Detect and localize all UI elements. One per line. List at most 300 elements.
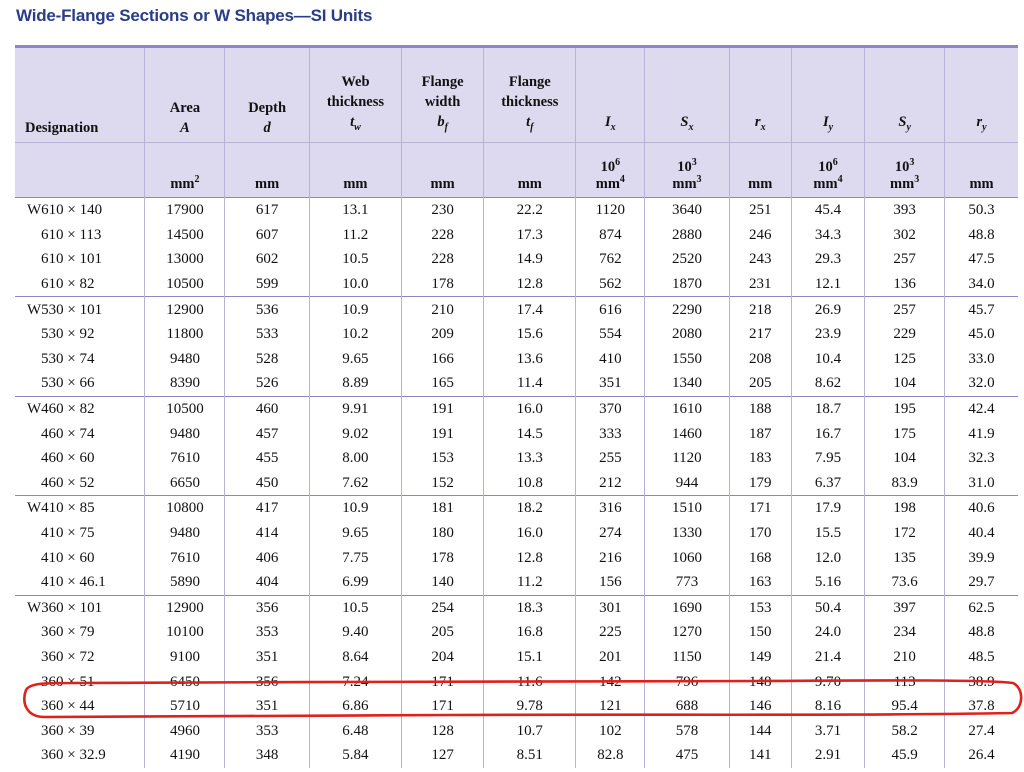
cell-depth: 351 — [225, 645, 309, 670]
cell-iy: 34.3 — [791, 223, 864, 248]
cell-web-thickness: 10.2 — [309, 322, 401, 347]
cell-flange-width: 180 — [402, 521, 484, 546]
cell-flange-thickness: 18.3 — [484, 595, 576, 620]
cell-flange-thickness: 10.8 — [484, 471, 576, 496]
cell-area: 9480 — [145, 347, 225, 372]
cell-area: 6450 — [145, 669, 225, 694]
cell-sx: 1690 — [645, 595, 729, 620]
cell-area: 10800 — [145, 496, 225, 521]
cell-ry: 40.6 — [945, 496, 1018, 521]
cell-ix: 351 — [576, 371, 645, 396]
cell-area: 6650 — [145, 471, 225, 496]
cell-iy: 15.5 — [791, 521, 864, 546]
cell-ry: 50.3 — [945, 198, 1018, 223]
cell-designation: 460 × 52 — [41, 474, 95, 491]
cell-sy: 83.9 — [865, 471, 945, 496]
cell-sy: 45.9 — [865, 743, 945, 768]
table-row — [15, 247, 1018, 272]
cell-ix: 82.8 — [576, 743, 645, 768]
cell-depth: 536 — [225, 297, 309, 322]
cell-sx: 796 — [645, 669, 729, 694]
cell-flange-width: 128 — [402, 718, 484, 743]
cell-ry: 41.9 — [945, 421, 1018, 446]
cell-flange-thickness: 17.3 — [484, 223, 576, 248]
cell-sy: 234 — [865, 620, 945, 645]
cell-flange-width: 171 — [402, 694, 484, 719]
cell-ix: 121 — [576, 694, 645, 719]
cell-ry: 32.0 — [945, 371, 1018, 396]
cell-area: 7610 — [145, 545, 225, 570]
cell-web-thickness: 6.48 — [309, 718, 401, 743]
cell-area: 9480 — [145, 521, 225, 546]
cell-rx: 141 — [729, 743, 791, 768]
cell-iy: 3.71 — [791, 718, 864, 743]
cell-flange-thickness: 9.78 — [484, 694, 576, 719]
cell-web-thickness: 11.2 — [309, 223, 401, 248]
table-row — [15, 421, 1018, 446]
cell-rx: 205 — [729, 371, 791, 396]
cell-rx: 231 — [729, 272, 791, 297]
header-ry: $r_y$ — [945, 47, 1018, 143]
cell-designation: 360 × 39 — [41, 722, 95, 739]
unit-ix: $10^6$ $mm^4$ — [576, 143, 645, 198]
cell-ix: 370 — [576, 396, 645, 421]
cell-flange-thickness: 14.5 — [484, 421, 576, 446]
cell-flange-width: 191 — [402, 396, 484, 421]
cell-flange-thickness: 13.3 — [484, 446, 576, 471]
header-web-thickness: Web thickness $t_w$ — [309, 47, 401, 143]
table-row — [15, 297, 1018, 322]
cell-sy: 397 — [865, 595, 945, 620]
cell-depth: 450 — [225, 471, 309, 496]
header-sy: $S_y$ — [865, 47, 945, 143]
cell-iy: 9.70 — [791, 669, 864, 694]
cell-flange-thickness: 12.8 — [484, 545, 576, 570]
cell-sx: 1060 — [645, 545, 729, 570]
cell-area: 13000 — [145, 247, 225, 272]
cell-designation: W530 × 101 — [15, 297, 145, 322]
cell-ix: 562 — [576, 272, 645, 297]
cell-sx: 1150 — [645, 645, 729, 670]
cell-flange-thickness: 10.7 — [484, 718, 576, 743]
cell-designation: W610 × 140 — [15, 198, 145, 223]
cell-depth: 607 — [225, 223, 309, 248]
cell-rx: 149 — [729, 645, 791, 670]
cell-depth: 356 — [225, 595, 309, 620]
table-row — [15, 198, 1018, 223]
cell-designation: 360 × 79 — [41, 624, 95, 641]
table-row — [15, 371, 1018, 396]
cell-web-thickness: 9.40 — [309, 620, 401, 645]
cell-flange-thickness: 11.4 — [484, 371, 576, 396]
cell-flange-thickness: 16.0 — [484, 521, 576, 546]
table-row — [15, 272, 1018, 297]
table-row — [15, 545, 1018, 570]
cell-depth: 528 — [225, 347, 309, 372]
cell-sx: 2290 — [645, 297, 729, 322]
header-area: Area A — [145, 47, 225, 143]
cell-rx: 179 — [729, 471, 791, 496]
cell-rx: 144 — [729, 718, 791, 743]
cell-iy: 2.91 — [791, 743, 864, 768]
cell-designation: 530 × 74 — [41, 350, 95, 367]
cell-depth: 404 — [225, 570, 309, 595]
cell-flange-width: 152 — [402, 471, 484, 496]
cell-sx: 1460 — [645, 421, 729, 446]
cell-designation: 410 × 60 — [41, 549, 95, 566]
cell-web-thickness: 10.9 — [309, 297, 401, 322]
table-row — [15, 347, 1018, 372]
cell-flange-width: 127 — [402, 743, 484, 768]
cell-ry: 31.0 — [945, 471, 1018, 496]
cell-flange-width: 166 — [402, 347, 484, 372]
cell-depth: 353 — [225, 718, 309, 743]
cell-depth: 457 — [225, 421, 309, 446]
cell-area: 5710 — [145, 694, 225, 719]
cell-depth: 602 — [225, 247, 309, 272]
cell-flange-width: 254 — [402, 595, 484, 620]
cell-iy: 50.4 — [791, 595, 864, 620]
cell-designation: W460 × 82 — [15, 396, 145, 421]
cell-ry: 26.4 — [945, 743, 1018, 768]
cell-web-thickness: 7.75 — [309, 545, 401, 570]
table-body — [15, 198, 1018, 768]
table-row — [15, 396, 1018, 421]
table-row — [15, 718, 1018, 743]
table-row — [15, 496, 1018, 521]
cell-iy: 8.16 — [791, 694, 864, 719]
cell-depth: 417 — [225, 496, 309, 521]
cell-area: 11800 — [145, 322, 225, 347]
cell-ix: 410 — [576, 347, 645, 372]
cell-ry: 37.8 — [945, 694, 1018, 719]
cell-area: 4190 — [145, 743, 225, 768]
unit-designation — [15, 143, 145, 198]
cell-ry: 48.8 — [945, 620, 1018, 645]
cell-flange-thickness: 15.1 — [484, 645, 576, 670]
cell-depth: 353 — [225, 620, 309, 645]
table-row — [15, 223, 1018, 248]
header-depth: Depth d — [225, 47, 309, 143]
cell-sx: 2080 — [645, 322, 729, 347]
cell-iy: 8.62 — [791, 371, 864, 396]
cell-flange-width: 178 — [402, 545, 484, 570]
cell-ry: 34.0 — [945, 272, 1018, 297]
cell-sx: 1120 — [645, 446, 729, 471]
cell-flange-thickness: 15.6 — [484, 322, 576, 347]
cell-sy: 229 — [865, 322, 945, 347]
cell-area: 12900 — [145, 297, 225, 322]
cell-area: 10100 — [145, 620, 225, 645]
unit-sx: $10^3$ $mm^3$ — [645, 143, 729, 198]
cell-designation: 460 × 74 — [41, 425, 95, 442]
unit-iy: $10^6$ $mm^4$ — [791, 143, 864, 198]
cell-rx: 208 — [729, 347, 791, 372]
cell-rx: 251 — [729, 198, 791, 223]
cell-web-thickness: 9.65 — [309, 521, 401, 546]
cell-sy: 136 — [865, 272, 945, 297]
cell-flange-thickness: 11.2 — [484, 570, 576, 595]
cell-ry: 32.3 — [945, 446, 1018, 471]
cell-ry: 48.8 — [945, 223, 1018, 248]
header-flange-thickness: Flange thickness $t_f$ — [484, 47, 576, 143]
cell-designation: 610 × 82 — [41, 276, 95, 293]
cell-web-thickness: 9.02 — [309, 421, 401, 446]
cell-flange-width: 228 — [402, 223, 484, 248]
cell-sx: 1550 — [645, 347, 729, 372]
cell-depth: 599 — [225, 272, 309, 297]
cell-web-thickness: 8.00 — [309, 446, 401, 471]
cell-sy: 95.4 — [865, 694, 945, 719]
cell-depth: 356 — [225, 669, 309, 694]
cell-ix: 102 — [576, 718, 645, 743]
unit-flange-width: mm — [402, 143, 484, 198]
cell-flange-width: 165 — [402, 371, 484, 396]
cell-designation: 360 × 44 — [41, 698, 95, 715]
cell-designation: 610 × 113 — [41, 226, 102, 243]
cell-sy: 175 — [865, 421, 945, 446]
cell-ix: 333 — [576, 421, 645, 446]
cell-flange-width: 140 — [402, 570, 484, 595]
cell-flange-thickness: 13.6 — [484, 347, 576, 372]
cell-flange-thickness: 16.0 — [484, 396, 576, 421]
header-flange-width: Flange width $b_f$ — [402, 47, 484, 143]
cell-flange-width: 204 — [402, 645, 484, 670]
table-row — [15, 595, 1018, 620]
table-row-highlighted — [15, 694, 1018, 719]
unit-rx: mm — [729, 143, 791, 198]
header-sx: $S_x$ — [645, 47, 729, 143]
cell-web-thickness: 10.0 — [309, 272, 401, 297]
cell-rx: 153 — [729, 595, 791, 620]
cell-depth: 406 — [225, 545, 309, 570]
cell-sy: 125 — [865, 347, 945, 372]
cell-area: 10500 — [145, 396, 225, 421]
cell-iy: 21.4 — [791, 645, 864, 670]
cell-ix: 316 — [576, 496, 645, 521]
cell-sy: 104 — [865, 371, 945, 396]
cell-designation: W360 × 101 — [15, 595, 145, 620]
cell-area: 7610 — [145, 446, 225, 471]
cell-ry: 42.4 — [945, 396, 1018, 421]
cell-flange-thickness: 12.8 — [484, 272, 576, 297]
cell-ix: 554 — [576, 322, 645, 347]
w-shapes-table — [15, 45, 1018, 768]
cell-sy: 58.2 — [865, 718, 945, 743]
unit-sy: $10^3$ $mm^3$ — [865, 143, 945, 198]
cell-ry: 39.9 — [945, 545, 1018, 570]
unit-area: $mm^2$ — [145, 143, 225, 198]
cell-iy: 24.0 — [791, 620, 864, 645]
cell-ix: 274 — [576, 521, 645, 546]
cell-flange-width: 178 — [402, 272, 484, 297]
cell-iy: 12.1 — [791, 272, 864, 297]
cell-designation: 610 × 101 — [41, 251, 102, 268]
unit-depth: mm — [225, 143, 309, 198]
cell-rx: 150 — [729, 620, 791, 645]
cell-iy: 6.37 — [791, 471, 864, 496]
cell-rx: 246 — [729, 223, 791, 248]
unit-ry: mm — [945, 143, 1018, 198]
page-title: Wide-Flange Sections or W Shapes—SI Units — [16, 6, 373, 25]
cell-ix: 1120 — [576, 198, 645, 223]
cell-flange-thickness: 22.2 — [484, 198, 576, 223]
cell-web-thickness: 9.65 — [309, 347, 401, 372]
cell-depth: 348 — [225, 743, 309, 768]
cell-ix: 762 — [576, 247, 645, 272]
cell-area: 9480 — [145, 421, 225, 446]
cell-designation: 410 × 46.1 — [41, 574, 106, 591]
cell-depth: 414 — [225, 521, 309, 546]
cell-sy: 104 — [865, 446, 945, 471]
cell-sy: 172 — [865, 521, 945, 546]
cell-flange-thickness: 17.4 — [484, 297, 576, 322]
cell-sx: 1270 — [645, 620, 729, 645]
cell-sy: 393 — [865, 198, 945, 223]
cell-ry: 38.9 — [945, 669, 1018, 694]
cell-sx: 2520 — [645, 247, 729, 272]
cell-area: 8390 — [145, 371, 225, 396]
cell-iy: 12.0 — [791, 545, 864, 570]
cell-depth: 617 — [225, 198, 309, 223]
cell-sy: 113 — [865, 669, 945, 694]
cell-designation: W410 × 85 — [15, 496, 145, 521]
cell-sx: 2880 — [645, 223, 729, 248]
cell-rx: 163 — [729, 570, 791, 595]
cell-flange-thickness: 14.9 — [484, 247, 576, 272]
cell-area: 17900 — [145, 198, 225, 223]
cell-web-thickness: 9.91 — [309, 396, 401, 421]
cell-rx: 217 — [729, 322, 791, 347]
cell-web-thickness: 8.64 — [309, 645, 401, 670]
cell-ix: 301 — [576, 595, 645, 620]
cell-depth: 351 — [225, 694, 309, 719]
cell-iy: 23.9 — [791, 322, 864, 347]
cell-rx: 243 — [729, 247, 791, 272]
table-row — [15, 521, 1018, 546]
cell-ry: 45.0 — [945, 322, 1018, 347]
cell-rx: 187 — [729, 421, 791, 446]
cell-iy: 17.9 — [791, 496, 864, 521]
cell-flange-thickness: 18.2 — [484, 496, 576, 521]
cell-iy: 29.3 — [791, 247, 864, 272]
cell-ry: 29.7 — [945, 570, 1018, 595]
cell-sy: 195 — [865, 396, 945, 421]
table-header — [15, 47, 1018, 198]
cell-designation: 360 × 32.9 — [41, 747, 106, 764]
cell-flange-width: 210 — [402, 297, 484, 322]
table-row — [15, 743, 1018, 768]
cell-designation: 460 × 60 — [41, 450, 95, 467]
cell-ix: 874 — [576, 223, 645, 248]
cell-web-thickness: 10.5 — [309, 595, 401, 620]
cell-iy: 10.4 — [791, 347, 864, 372]
table-row — [15, 322, 1018, 347]
cell-sy: 302 — [865, 223, 945, 248]
cell-ry: 33.0 — [945, 347, 1018, 372]
table-row — [15, 570, 1018, 595]
header-rx: $r_x$ — [729, 47, 791, 143]
table-row — [15, 471, 1018, 496]
cell-designation: 530 × 92 — [41, 326, 95, 343]
header-ix: $I_x$ — [576, 47, 645, 143]
cell-sx: 944 — [645, 471, 729, 496]
unit-web-thickness: mm — [309, 143, 401, 198]
cell-depth: 455 — [225, 446, 309, 471]
cell-sx: 1330 — [645, 521, 729, 546]
table-row — [15, 669, 1018, 694]
cell-web-thickness: 10.5 — [309, 247, 401, 272]
cell-sx: 1870 — [645, 272, 729, 297]
cell-ix: 225 — [576, 620, 645, 645]
header-designation: Designation — [25, 120, 99, 136]
cell-sy: 73.6 — [865, 570, 945, 595]
cell-rx: 170 — [729, 521, 791, 546]
cell-web-thickness: 10.9 — [309, 496, 401, 521]
table-row — [15, 446, 1018, 471]
cell-rx: 188 — [729, 396, 791, 421]
cell-rx: 171 — [729, 496, 791, 521]
cell-depth: 460 — [225, 396, 309, 421]
cell-sx: 773 — [645, 570, 729, 595]
cell-sx: 1610 — [645, 396, 729, 421]
cell-rx: 146 — [729, 694, 791, 719]
cell-flange-thickness: 16.8 — [484, 620, 576, 645]
cell-area: 9100 — [145, 645, 225, 670]
cell-ix: 156 — [576, 570, 645, 595]
cell-area: 5890 — [145, 570, 225, 595]
cell-iy: 18.7 — [791, 396, 864, 421]
cell-ry: 48.5 — [945, 645, 1018, 670]
cell-depth: 533 — [225, 322, 309, 347]
header-iy: $I_y$ — [791, 47, 864, 143]
cell-sx: 688 — [645, 694, 729, 719]
cell-sy: 210 — [865, 645, 945, 670]
cell-area: 12900 — [145, 595, 225, 620]
cell-iy: 5.16 — [791, 570, 864, 595]
cell-flange-thickness: 11.6 — [484, 669, 576, 694]
cell-web-thickness: 13.1 — [309, 198, 401, 223]
cell-sy: 135 — [865, 545, 945, 570]
cell-web-thickness: 7.24 — [309, 669, 401, 694]
cell-flange-width: 153 — [402, 446, 484, 471]
cell-ry: 47.5 — [945, 247, 1018, 272]
cell-web-thickness: 7.62 — [309, 471, 401, 496]
cell-area: 10500 — [145, 272, 225, 297]
cell-web-thickness: 5.84 — [309, 743, 401, 768]
cell-sx: 1340 — [645, 371, 729, 396]
cell-designation: 360 × 72 — [41, 648, 95, 665]
cell-area: 14500 — [145, 223, 225, 248]
unit-flange-thickness: mm — [484, 143, 576, 198]
cell-flange-width: 191 — [402, 421, 484, 446]
cell-flange-width: 230 — [402, 198, 484, 223]
table-row — [15, 620, 1018, 645]
cell-ix: 616 — [576, 297, 645, 322]
cell-sy: 198 — [865, 496, 945, 521]
cell-flange-width: 228 — [402, 247, 484, 272]
cell-iy: 7.95 — [791, 446, 864, 471]
cell-sx: 578 — [645, 718, 729, 743]
cell-ry: 45.7 — [945, 297, 1018, 322]
cell-flange-width: 205 — [402, 620, 484, 645]
cell-rx: 218 — [729, 297, 791, 322]
cell-flange-width: 181 — [402, 496, 484, 521]
cell-area: 4960 — [145, 718, 225, 743]
cell-sx: 475 — [645, 743, 729, 768]
cell-flange-width: 171 — [402, 669, 484, 694]
cell-rx: 183 — [729, 446, 791, 471]
